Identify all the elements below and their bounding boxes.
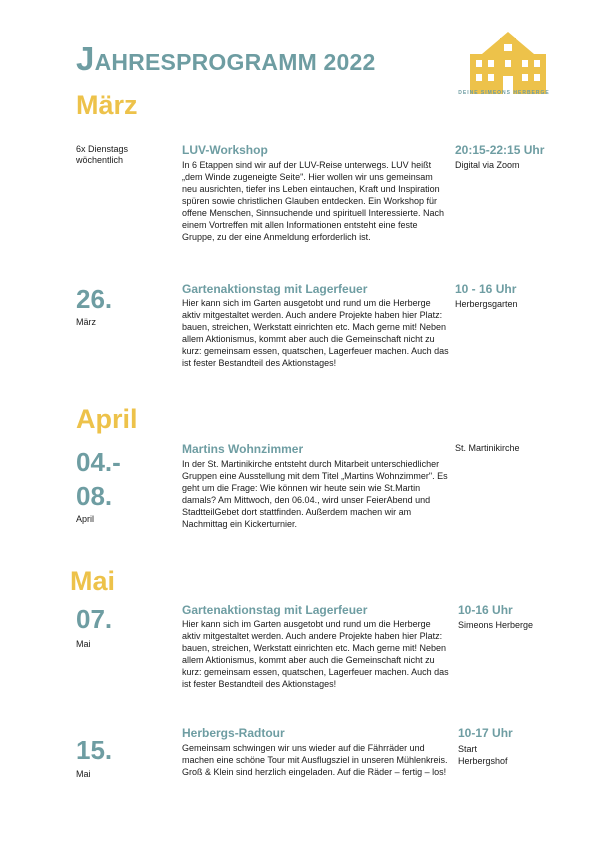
event-description: Hier kann sich im Garten ausgetobt und rund um die Herberge aktiv mitgestaltet werden. Auch andere Projekte haben hier Platz: bauen, streichen, Werkstatt einrichten etc. Mach gerne mit! Neben allem Aktionismus, kommt aber auch die Gemeinschaft nicht zu kurz: gemeinsam essen, quatschen, Lagerfeuer machen. Auch das ist fester Bestandteil des Aktionstages! [182, 619, 449, 689]
logo-text: DEINE SIMEONS HERBERGE [458, 90, 550, 96]
event-description: Hier kann sich im Garten ausgetobt und rund um die Herberge aktiv mitgestaltet werden. Auch andere Projekte haben hier Platz: bauen, streichen, Werkstatt einrichten etc. Mach gerne mit! Neben allem Aktionismus, kommt aber auch die Gemeinschaft nicht zu kurz: gemeinsam essen, quatschen, Lagerfeuer machen. Auch das ist fester Bestandteil des Aktionstages! [182, 298, 449, 368]
title-rest: AHRESPROGRAMM 2022 [94, 49, 376, 75]
event-title: Gartenaktionstag mit Lagerfeuer [182, 282, 368, 296]
title-initial: J [76, 40, 95, 77]
event-date-big-start: 04.- [76, 447, 121, 477]
event-date-month: März [76, 317, 96, 327]
event-place: St. Martinikirche [455, 443, 520, 453]
event-place: Digital via Zoom [455, 160, 520, 170]
event-place: Start Herbergshof [458, 744, 508, 766]
event-date-big: 26. [76, 284, 113, 314]
event-date-month: Mai [76, 639, 91, 649]
month-heading-maerz: März [76, 90, 138, 120]
event-time: 10-17 Uhr [458, 726, 513, 740]
event-title: Gartenaktionstag mit Lagerfeuer [182, 603, 368, 617]
event-place: Simeons Herberge [458, 620, 534, 630]
page-title [76, 40, 376, 78]
month-heading-mai: Mai [70, 566, 116, 596]
event-date-month: Mai [76, 769, 91, 779]
event-description: In 6 Etappen sind wir auf der LUV-Reise unterwegs. LUV heißt „dem Winde zugeneigte Seite". Hier wollen wir uns gemeinsam neu ausrichten, tiefer ins Leben eintauchen, Kraft und Inspiration spüren sowie christlichen Glauben entdecken. Ein Workshop für offene Menschen, Sinnsuchende und spirituell Interessierte. Nach einem Vortreffen mit allen Informationen entsteht eine feste Gruppe, zu der eine Anmeldung erforderlich ist. [182, 160, 444, 242]
event-place: Herbergsgarten [455, 299, 518, 309]
event-date: 6x Dienstags wöchentlich [76, 144, 129, 165]
event-time: 10-16 Uhr [458, 603, 513, 617]
month-heading-april: April [76, 404, 138, 434]
event-title: Herbergs-Radtour [182, 726, 285, 740]
event-description: Gemeinsam schwingen wir uns wieder auf die Fährräder und machen eine schöne Tour mit Ausflugsziel in unseren Mühlenkreis. Groß & Klein sind herzlich eingeladen. Auf die Räder – fertig – los! [182, 743, 448, 777]
event-time: 20:15-22:15 Uhr [455, 143, 545, 157]
event-description: In der St. Martinikirche entsteht durch Mitarbeit unterschiedlicher Gruppen eine Ausstellung mit dem Titel „Martins Wohnzimmer". Es geht um die Frage: Wie können wir heute sein wie St.Martin damals? Am Mittwoch, den 06.04., wird unser FeierAbend und StadtteilGebet dort stattfinden. Außerdem machen wir am Nachmittag ein Kickerturnier. [182, 459, 448, 529]
event-title: LUV-Workshop [182, 143, 268, 157]
event-title: Martins Wohnzimmer [182, 442, 304, 456]
herberge-logo-icon [466, 26, 550, 98]
event-date-big: 07. [76, 604, 113, 634]
event-date-big: 15. [76, 735, 113, 765]
event-time: 10 - 16 Uhr [455, 282, 517, 296]
event-date-big-end: 08. [76, 481, 113, 511]
event-date-month: April [76, 514, 95, 524]
